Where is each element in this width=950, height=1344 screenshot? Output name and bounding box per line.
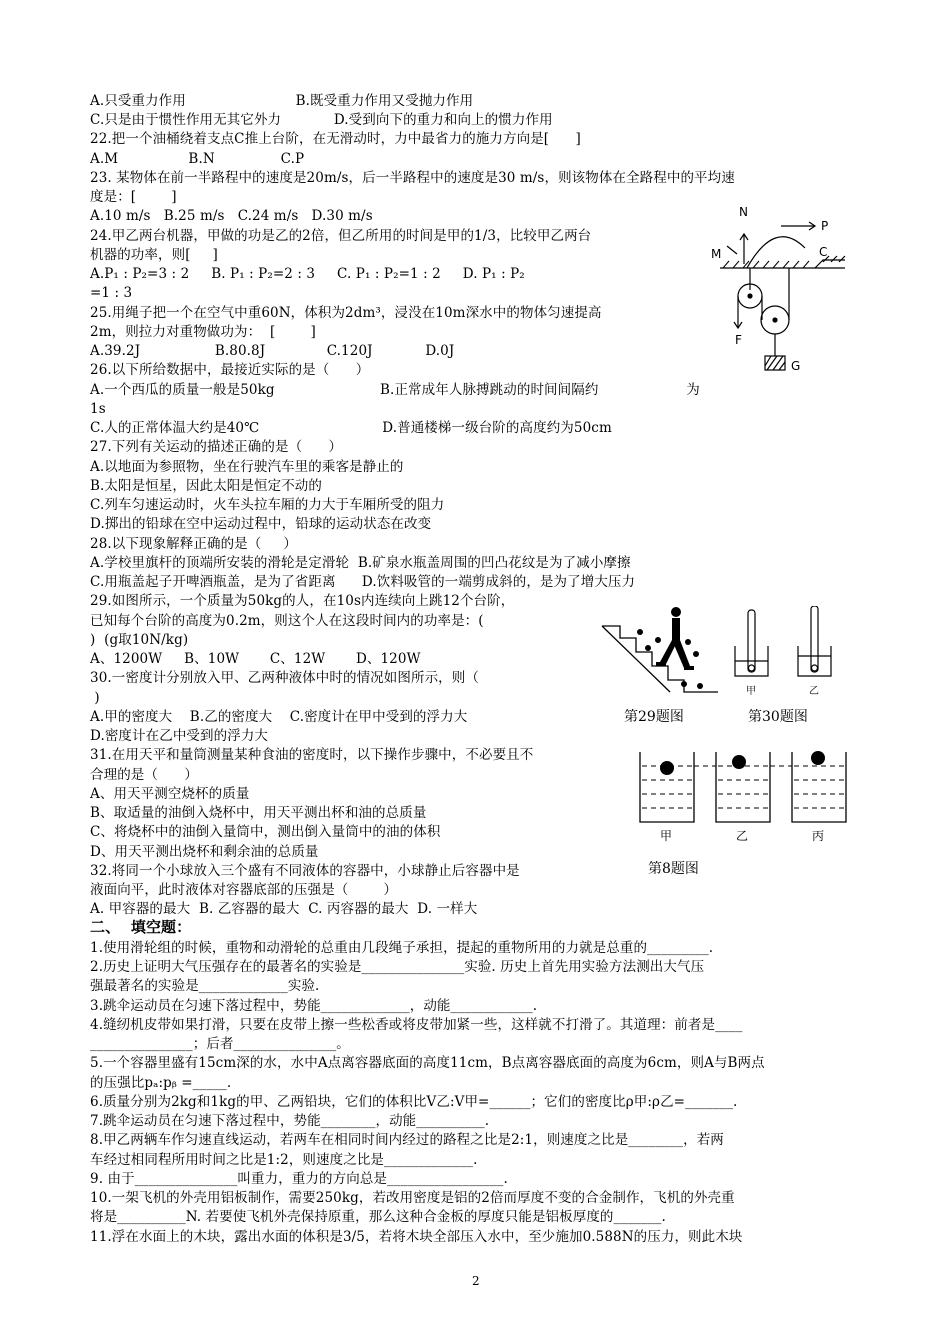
text-line: 车经过相同程所用时间之比是1:2，则速度之比是_____________. <box>90 1152 478 1168</box>
text-line: 2.历史上证明大气压强存在的最著名的实验是_______________实验. 历史上首先用实验方法测出大气压 <box>90 959 705 975</box>
text-line: A.M B.N C.P <box>90 151 305 167</box>
text-line: D.掷出的铅球在空中运动过程中，铅球的运动状态在改变 <box>90 516 432 532</box>
text-line: 10.一架飞机的外壳用铝板制作，需要250kg，若改用密度是铝的2倍而厚度不变的合金制作，飞机的外壳重 <box>90 1190 735 1206</box>
text-line: 6.质量分别为2kg和1kg的甲、乙两铅块，它们的体积比V乙:V甲=______；它们的密度比ρ甲:ρ乙=_______. <box>90 1094 738 1110</box>
text-line: 8.甲乙两辆车作匀速直线运动，若两车在相同时间内经过的路程之比是2:1，则速度之比是________，若两 <box>90 1132 724 1148</box>
text-line: 30.一密度计分别放入甲、乙两种液体中时的情况如图所示，则（ <box>90 670 479 686</box>
svg-text:甲: 甲 <box>746 686 756 697</box>
text-line: 1.使用滑轮组的时候，重物和动滑轮的总重由几段绳子承担，提起的重物所用的力就是总重的_________. <box>90 940 714 956</box>
text-line: 3.跳伞运动员在匀速下落过程中，势能_____________，动能____________. <box>90 998 538 1014</box>
text-line: ) <box>90 690 100 706</box>
svg-text:M: M <box>711 247 722 261</box>
text-line: A、1200W B、10W C、12W D、120W <box>90 651 421 667</box>
text-line: =1 : 3 <box>90 285 133 301</box>
pulley-figure <box>705 198 855 383</box>
text-line: 28.以下现象解释正确的是（ ） <box>90 536 297 552</box>
text-line: 32.将同一个小球放入三个盛有不同液体的容器中，小球静止后容器中是 <box>90 863 520 879</box>
text-line: 7.跳伞运动员在匀速下落过程中，势能________，动能__________. <box>90 1113 490 1129</box>
text-line: A. 甲容器的最大 B. 乙容器的最大 C. 丙容器的最大 D. 一样大 <box>90 901 478 917</box>
fig30-caption: 第30题图 <box>748 709 808 725</box>
text-line: A.学校里旗杆的顶端所安装的滑轮是定滑轮 B.矿泉水瓶盖周围的凹凸花纹是为了减小摩擦 <box>90 555 631 571</box>
svg-text:甲: 甲 <box>660 829 673 843</box>
fig29-caption: 第29题图 <box>624 709 684 725</box>
stairs-figure <box>600 606 720 696</box>
text-line: C、将烧杯中的油倒入量筒中，测出倒入量筒中的油的体积 <box>90 824 441 840</box>
svg-text:F: F <box>735 333 742 347</box>
text-line: A.以地面为参照物，坐在行驶汽车里的乘客是静止的 <box>90 459 404 475</box>
text-line: 2m，则拉力对重物做功为： [ ] <box>90 324 316 340</box>
text-line: A.甲的密度大 B.乙的密度大 C.密度计在甲中受到的浮力大 <box>90 709 468 725</box>
text-line: C.用瓶盖起子开啤酒瓶盖，是为了省距离 D.饮料吸管的一端剪成斜的，是为了增大压力 <box>90 574 636 590</box>
text-line: A.10 m/s B.25 m/s C.24 m/s D.30 m/s <box>90 208 373 224</box>
svg-text:G: G <box>791 359 801 373</box>
text-line: C.列车匀速运动时，火车头拉车厢的力大于车厢所受的阻力 <box>90 497 445 513</box>
text-line: 4.缝纫机皮带如果打滑，只要在皮带上擦一些松香或将皮带加紧一些，这样就不打滑了。其道理：前者是____ <box>90 1017 743 1033</box>
text-line: A.只受重力作用 B.既受重力作用又受抛力作用 <box>90 93 474 109</box>
svg-text:乙: 乙 <box>809 686 819 697</box>
text-line: A、用天平测空烧杯的质量 <box>90 786 250 802</box>
text-line: 31.在用天平和量筒测量某种食油的密度时，以下操作步骤中，不必要且不 <box>90 747 534 763</box>
text-line: 9. 由于_______________叫重力，重力的方向总是_________________. <box>90 1171 508 1187</box>
text-line: _______________；后者_______________。 <box>90 1036 350 1052</box>
text-line: 5.一个容器里盛有15cm深的水，水中A点离容器底面的高度11cm，B点离容器底面的高度为6cm，则A与B两点 <box>90 1055 765 1071</box>
text-line: 27.下列有关运动的描述正确的是（ ） <box>90 439 343 455</box>
text-line: C.人的正常体温大约是40℃ D.普通楼梯一级台阶的高度约为50cm <box>90 420 612 436</box>
text-line: 22.把一个油桶绕着支点C推上台阶，在无滑动时，力中最省力的施力方向是[ ] <box>90 131 581 147</box>
text-line: B、取适量的油倒入烧杯中，用天平测出杯和油的总质量 <box>90 805 427 821</box>
beakers-figure <box>636 744 856 844</box>
text-line: 26.以下所给数据中，最接近实际的是（ ） <box>90 362 370 378</box>
svg-text:乙: 乙 <box>736 829 749 843</box>
text-line: C.只是由于惯性作用无其它外力 D.受到向下的重力和向上的惯力作用 <box>90 112 553 128</box>
text-line: 11.浮在水面上的木块，露出水面的体积是3/5，若将木块全部压入水中，至少施加0.588N的压力，则此木块 <box>90 1229 743 1245</box>
text-line: 的压强比pₐ:pᵦ =_____. <box>90 1075 232 1091</box>
text-line: 29.如图所示，一个质量为50kg的人，在10s内连续向上跳12个台阶， <box>90 593 515 609</box>
density-meter-figure <box>730 606 840 698</box>
text-line: D、用天平测出烧杯和剩余油的总质量 <box>90 844 319 860</box>
text-line: 25.用绳子把一个在空气中重60N，体积为2dm³，浸没在10m深水中的物体匀速提高 <box>90 305 602 321</box>
text-line: A.一个西瓜的质量一般是50kg B.正常成年人脉搏跳动的时间间隔约 为 <box>90 382 700 398</box>
svg-text:N: N <box>739 205 748 219</box>
text-line: 合理的是（ ） <box>90 767 198 783</box>
fig8-caption: 第8题图 <box>648 861 699 877</box>
text-line: D.密度计在乙中受到的浮力大 <box>90 728 269 744</box>
text-line: 强最著名的实验是_____________实验. <box>90 978 320 994</box>
text-line: A.P₁ : P₂=3 : 2 B. P₁ : P₂=2 : 3 C. P₁ : P₂=1 : 2 D. P₁ : P₂ <box>90 266 525 282</box>
text-line: ) (g取10N/kg) <box>90 632 189 648</box>
svg-text:C: C <box>819 245 828 259</box>
text-line: B.太阳是恒星，因此太阳是恒定不动的 <box>90 478 323 494</box>
page-number: 2 <box>472 1274 480 1288</box>
text-line: A.39.2J B.80.8J C.120J D.0J <box>90 343 455 359</box>
svg-text:P: P <box>821 219 829 233</box>
text-line: 已知每个台阶的高度为0.2m，则这个人在这段时间内的功率是：( <box>90 613 484 629</box>
section-title: 二、 填空题： <box>90 918 192 936</box>
text-line: 24.甲乙两台机器，甲做的功是乙的2倍，但乙所用的时间是甲的1/3，比较甲乙两台 <box>90 228 592 244</box>
text-line: 度是：[ ] <box>90 189 177 205</box>
text-line: 机器的功率，则[ ] <box>90 247 218 263</box>
text-line: 将是__________N. 若要使飞机外壳保持原重，那么这种合金板的厚度只能是铝板厚度的_______. <box>90 1209 666 1225</box>
text-line: 23. 某物体在前一半路程中的速度是20m/s，后一半路程中的速度是30 m/s，则该物体在全路程中的平均速 <box>90 170 735 186</box>
text-line: 1s <box>90 401 106 417</box>
text-line: 液面向平，此时液体对容器底部的压强是（ ） <box>90 882 398 898</box>
svg-text:丙: 丙 <box>812 829 825 843</box>
